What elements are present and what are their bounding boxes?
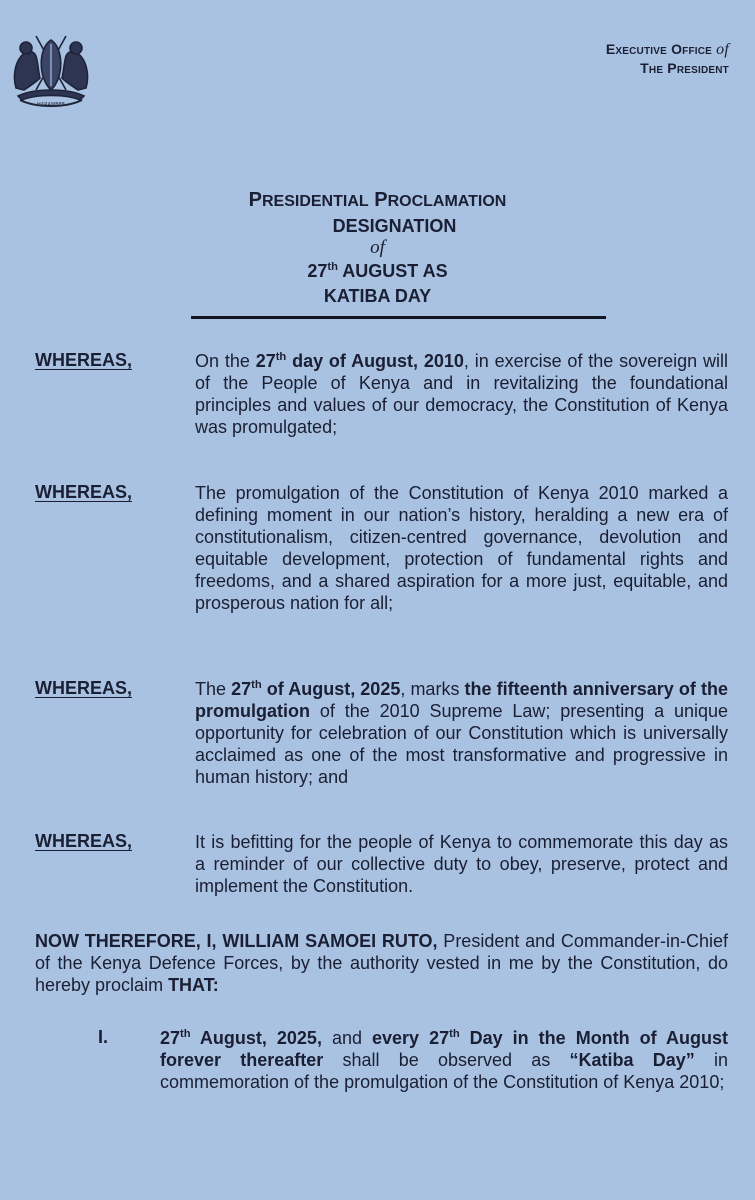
title-line3: of [370,237,385,258]
title-line5: KATIBA DAY [323,286,432,306]
clause-text: On the 27th day of August, 2010, in exercise of the sovereign will of the People of Kenya and in revitalizing the foundational principles and values of our democracy, the Constitution of Kenya was promulgated; [195,351,728,437]
office-line1: Executive Office [605,41,713,57]
clause-text: The 27th of August, 2025, marks the fifteenth anniversary of the promulgation of the 2010 Supreme Law; presenting a unique opportunity for celebration of our Constitution which is universally acclaimed as one of the most transformative and progressive in human history; and [195,679,728,787]
clause-text: The promulgation of the Constitution of Kenya 2010 marked a defining moment in our nation’s history, heralding a new era of constitutionalism, citizen-centred governance, devolution and equitable development, protection of fundamental rights and freedoms, and a shared aspiration for a more just, equitable, and prosperous nation for all; [195,483,728,613]
whereas-label: WHEREAS, [35,482,133,502]
office-of: of [716,41,729,58]
title-line1: PRESIDENTIAL PROCLAMATION [248,189,507,211]
whereas-label: WHEREAS, [35,350,133,370]
title-line4: 27th AUGUST AS [307,261,448,281]
item-number: I. [98,1027,109,1047]
proclamation-title [0,188,755,308]
title-line2: DESIGNATION [332,216,457,236]
executive-office-heading [606,40,729,78]
kenya-coat-of-arms-icon [6,30,96,108]
coat-motto: HARAMBEE [37,102,65,108]
whereas-label: WHEREAS, [35,678,133,698]
clause-text: It is befitting for the people of Kenya to commemorate this day as a reminder of our collective duty to obey, preserve, protect and implement the Constitution. [195,832,728,896]
title-divider [191,316,606,319]
whereas-label: WHEREAS, [35,831,133,851]
office-line2: The President [640,60,729,76]
now-therefore-paragraph: NOW THEREFORE, I, WILLIAM SAMOEI RUTO, President and Commander-in-Chief of the Kenya Defence Forces, by the authority vested in me by the Constitution, do hereby proclaim THAT: [35,931,728,995]
item-text: 27th August, 2025, and every 27th Day in the Month of August forever thereafter shall be observed as “Katiba Day” in commemoration of the promulgation of the Constitution of Kenya 2010; [160,1028,729,1092]
